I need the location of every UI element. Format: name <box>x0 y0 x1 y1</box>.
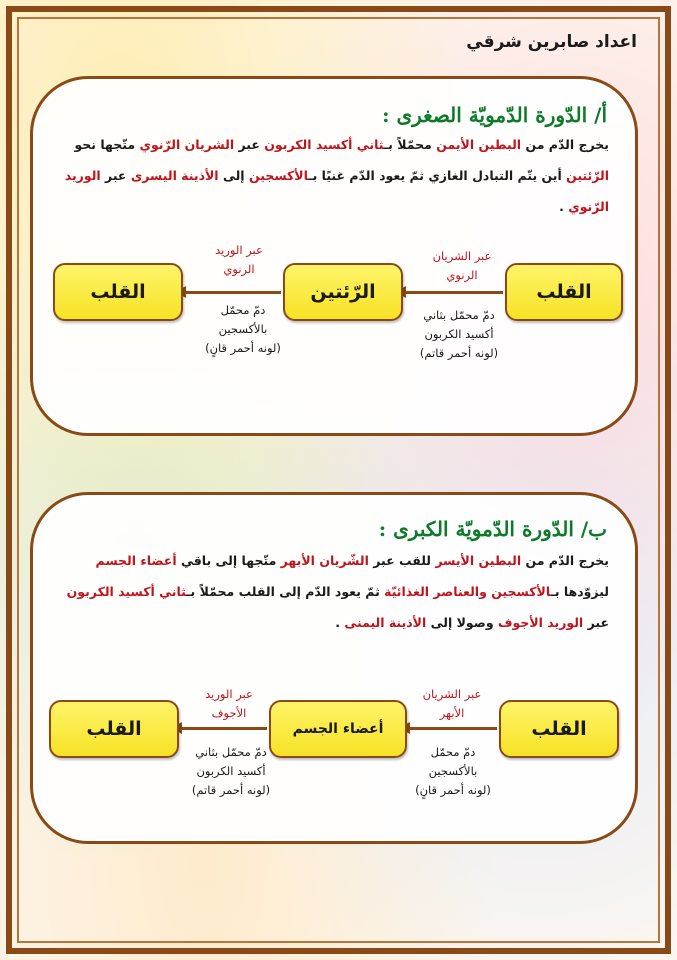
para-highlight: أعضاء الجسم <box>95 553 177 568</box>
para-text: متّجها نحو <box>74 137 140 152</box>
para-text: . <box>335 615 345 630</box>
flow-arrow <box>185 291 281 294</box>
para-highlight: الأكسجين <box>248 168 309 183</box>
oxygenated-blood-label: دمّ محمّل بالأكسجين (لونه أحمر قانٍ) <box>205 303 281 355</box>
oxygenated-blood-label: دمّ محمّل بالأكسجين (لونه أحمر قانٍ) <box>415 745 491 797</box>
para-text: إلى <box>218 168 249 183</box>
para-highlight: الأذينة اليمنى <box>344 615 427 630</box>
para-highlight: الشّريان الأبهر <box>280 553 369 568</box>
body-organs-box: أعضاء الجسم <box>269 700 407 758</box>
heart-box-end: القلب <box>49 700 179 758</box>
para-text: متّجها إلى باقي <box>176 553 281 568</box>
flow-arrow <box>181 727 267 730</box>
flow-arrow <box>405 291 503 294</box>
para-highlight: ثاني أكسيد الكربون <box>264 137 384 152</box>
para-text: ثمّ يعود الدّم إلى القلب محمّلاً بـ <box>186 584 385 599</box>
para-text: أين يتّم التبادل الغازي ثمّ يعود الدّم غنيًا بـ <box>308 168 567 183</box>
aorta-label: عبر الشريان الأبهر <box>422 687 482 720</box>
large-circulation-paragraph <box>47 545 609 638</box>
para-highlight: الأكسجين والعناصر الغذائيّة <box>384 584 551 599</box>
para-text: يخرج الدّم من <box>521 553 609 568</box>
para-highlight: الشريان الرّنوي <box>139 137 235 152</box>
deoxygenated-blood-label: دمّ محمّل بثاني أكسيد الكربون (لونه أحمر قاتم) <box>191 745 271 797</box>
flow-arrow <box>409 727 497 730</box>
para-text: . <box>559 199 569 214</box>
large-circulation-card <box>30 492 638 844</box>
lungs-box: الرّئتين <box>283 263 403 321</box>
small-circulation-card <box>30 76 638 436</box>
para-highlight: الوريد الأجوف <box>497 615 584 630</box>
small-circulation-paragraph <box>47 129 609 222</box>
para-text: محمّلاً بـ <box>383 137 437 152</box>
para-text: يخرج الدّم من <box>521 137 609 152</box>
large-circulation-title: ب/ الدّورة الدّمويّة الكبرى : <box>378 517 607 541</box>
para-highlight: الوريد الرّنوي <box>64 168 609 214</box>
heart-box-start: القلب <box>505 263 623 321</box>
heart-box-start: القلب <box>499 700 619 758</box>
para-text: ليزوّدها بـ <box>550 584 609 599</box>
para-highlight: البطين الأيمن <box>436 137 522 152</box>
para-text: عبر <box>100 168 131 183</box>
pulmonary-vein-label: عبر الوريد الرنوي <box>215 243 263 276</box>
para-highlight: البطين الأيسر <box>435 553 522 568</box>
para-highlight: الأذينة اليسرى <box>130 168 219 183</box>
para-text: للقب عبر <box>368 553 436 568</box>
heart-box-end: القلب <box>53 263 183 321</box>
deoxygenated-blood-label: دمّ محمّل بثاني أكسيد الكربون (لونه أحمر قاتم) <box>419 308 499 360</box>
para-text: عبر <box>583 615 609 630</box>
para-text: عبر <box>234 137 265 152</box>
small-circulation-title: أ/ الدّورة الدّمويّة الصغرى : <box>382 103 607 127</box>
vena-cava-label: عبر الوريد الأجوف <box>205 687 253 720</box>
author-credit: اعداد صابرين شرقي <box>466 32 637 52</box>
para-highlight: ثاني أكسيد الكربون <box>66 584 187 599</box>
pulmonary-artery-label: عبر الشريان الرنوي <box>432 249 492 282</box>
para-highlight: الرّئتين <box>566 168 609 183</box>
para-text: وصولا إلى <box>426 615 498 630</box>
